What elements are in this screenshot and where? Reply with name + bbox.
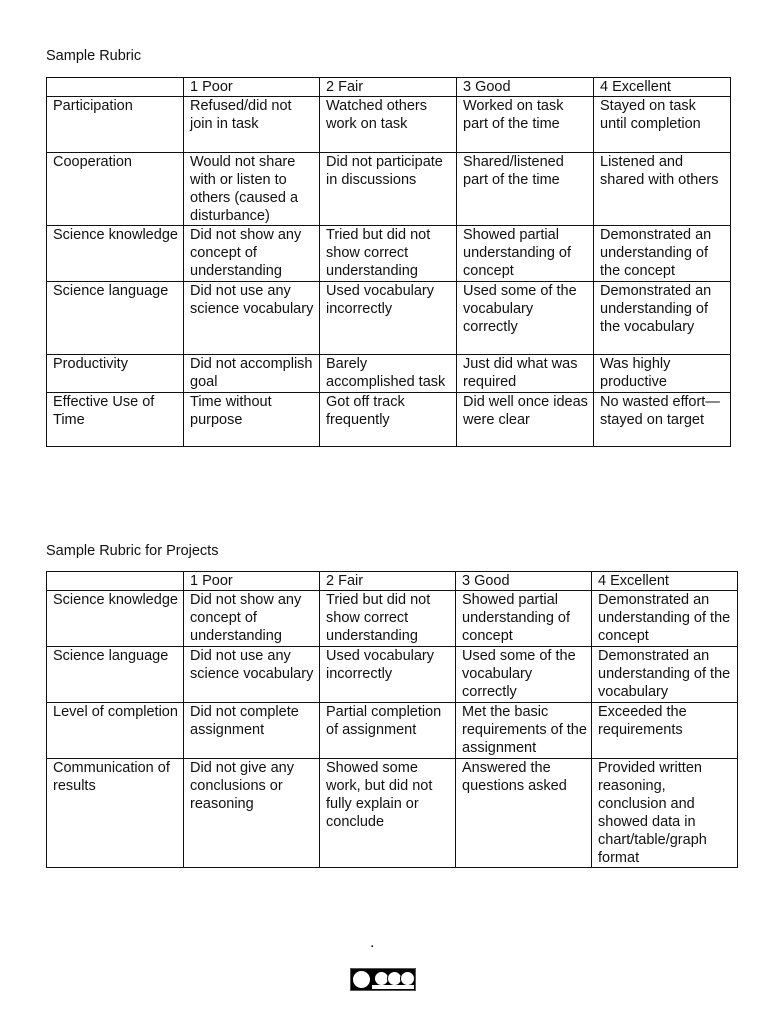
rubric-cell: Just did what was required	[457, 355, 594, 393]
criterion-cell: Effective Use of Time	[47, 393, 184, 447]
table-row	[47, 703, 738, 759]
rubric-cell: Partial completion of assignment	[320, 703, 456, 759]
rubric-cell: Did not use any science vocabulary	[184, 282, 320, 355]
rubric-cell: Tried but did not show correct understanding	[320, 591, 456, 647]
rubric-cell: Demonstrated an understanding of the concept	[594, 226, 731, 282]
criterion-cell: Science language	[47, 282, 184, 355]
rubric-cell: Answered the questions asked	[456, 759, 592, 868]
table-row	[47, 282, 731, 355]
criterion-cell: Science language	[47, 647, 184, 703]
table-row	[47, 355, 731, 393]
header-cell-fair: 2 Fair	[320, 572, 456, 591]
rubric-cell: No wasted effort—stayed on target	[594, 393, 731, 447]
rubric-cell: Shared/listened part of the time	[457, 153, 594, 226]
table-row	[47, 591, 738, 647]
header-row	[47, 78, 731, 97]
rubric-cell: Did not give any conclusions or reasoning	[184, 759, 320, 868]
rubric-cell: Listened and shared with others	[594, 153, 731, 226]
criterion-cell: Cooperation	[47, 153, 184, 226]
rubric-cell: Did well once ideas were clear	[457, 393, 594, 447]
cc-icon	[352, 970, 371, 989]
criterion-cell: Participation	[47, 97, 184, 153]
rubric-cell: Demonstrated an understanding of the vocabulary	[594, 282, 731, 355]
table-row	[47, 759, 738, 868]
header-cell-good: 3 Good	[456, 572, 592, 591]
rubric-cell: Watched others work on task	[320, 97, 457, 153]
criterion-cell: Communication of results	[47, 759, 184, 868]
rubric-cell: Did not complete assignment	[184, 703, 320, 759]
header-cell-blank	[47, 572, 184, 591]
criterion-cell: Productivity	[47, 355, 184, 393]
rubric-cell: Was highly productive	[594, 355, 731, 393]
rubric-cell: Demonstrated an understanding of the concept	[592, 591, 738, 647]
criterion-cell: Science knowledge	[47, 591, 184, 647]
header-cell-fair: 2 Fair	[320, 78, 457, 97]
rubric-cell: Time without purpose	[184, 393, 320, 447]
rubric-cell: Worked on task part of the time	[457, 97, 594, 153]
sample-rubric-table	[46, 77, 731, 447]
header-cell-poor: 1 Poor	[184, 78, 320, 97]
projects-rubric-table	[46, 571, 738, 868]
table-row	[47, 97, 731, 153]
rubric-cell: Showed partial understanding of concept	[457, 226, 594, 282]
header-cell-excellent: 4 Excellent	[592, 572, 738, 591]
footer-dot: .	[370, 934, 375, 951]
rubric-cell: Used some of the vocabulary correctly	[457, 282, 594, 355]
table-row	[47, 226, 731, 282]
rubric-cell: Demonstrated an understanding of the vocabulary	[592, 647, 738, 703]
rubric-cell: Exceeded the requirements	[592, 703, 738, 759]
header-cell-poor: 1 Poor	[184, 572, 320, 591]
share-alike-icon	[400, 971, 415, 986]
rubric-cell: Refused/did not join in task	[184, 97, 320, 153]
projects-rubric-title: Sample Rubric for Projects	[46, 543, 219, 559]
table-row	[47, 153, 731, 226]
cc-by-nc-sa-badge-icon	[350, 968, 416, 991]
rubric-cell: Tried but did not show correct understanding	[320, 226, 457, 282]
rubric-cell: Barely accomplished task	[320, 355, 457, 393]
rubric-cell: Did not accomplish goal	[184, 355, 320, 393]
rubric-cell: Did not use any science vocabulary	[184, 647, 320, 703]
header-cell-excellent: 4 Excellent	[594, 78, 731, 97]
rubric-cell: Did not show any concept of understanding	[184, 226, 320, 282]
rubric-cell: Showed some work, but did not fully explain or conclude	[320, 759, 456, 868]
header-row	[47, 572, 738, 591]
rubric-cell: Used vocabulary incorrectly	[320, 647, 456, 703]
rubric-cell: Got off track frequently	[320, 393, 457, 447]
rubric-cell: Did not show any concept of understanding	[184, 591, 320, 647]
rubric-cell: Used vocabulary incorrectly	[320, 282, 457, 355]
rubric-cell: Used some of the vocabulary correctly	[456, 647, 592, 703]
rubric-cell: Provided written reasoning, conclusion and showed data in chart/table/graph format	[592, 759, 738, 868]
license-strip	[372, 985, 414, 989]
table-row	[47, 647, 738, 703]
rubric-cell: Would not share with or listen to others (caused a disturbance)	[184, 153, 320, 226]
rubric-title: Sample Rubric	[46, 48, 142, 64]
rubric-cell: Did not participate in discussions	[320, 153, 457, 226]
rubric-cell: Showed partial understanding of concept	[456, 591, 592, 647]
rubric-cell: Stayed on task until completion	[594, 97, 731, 153]
criterion-cell: Science knowledge	[47, 226, 184, 282]
header-cell-blank	[47, 78, 184, 97]
table-row	[47, 393, 731, 447]
rubric-cell: Met the basic requirements of the assignment	[456, 703, 592, 759]
criterion-cell: Level of completion	[47, 703, 184, 759]
header-cell-good: 3 Good	[457, 78, 594, 97]
